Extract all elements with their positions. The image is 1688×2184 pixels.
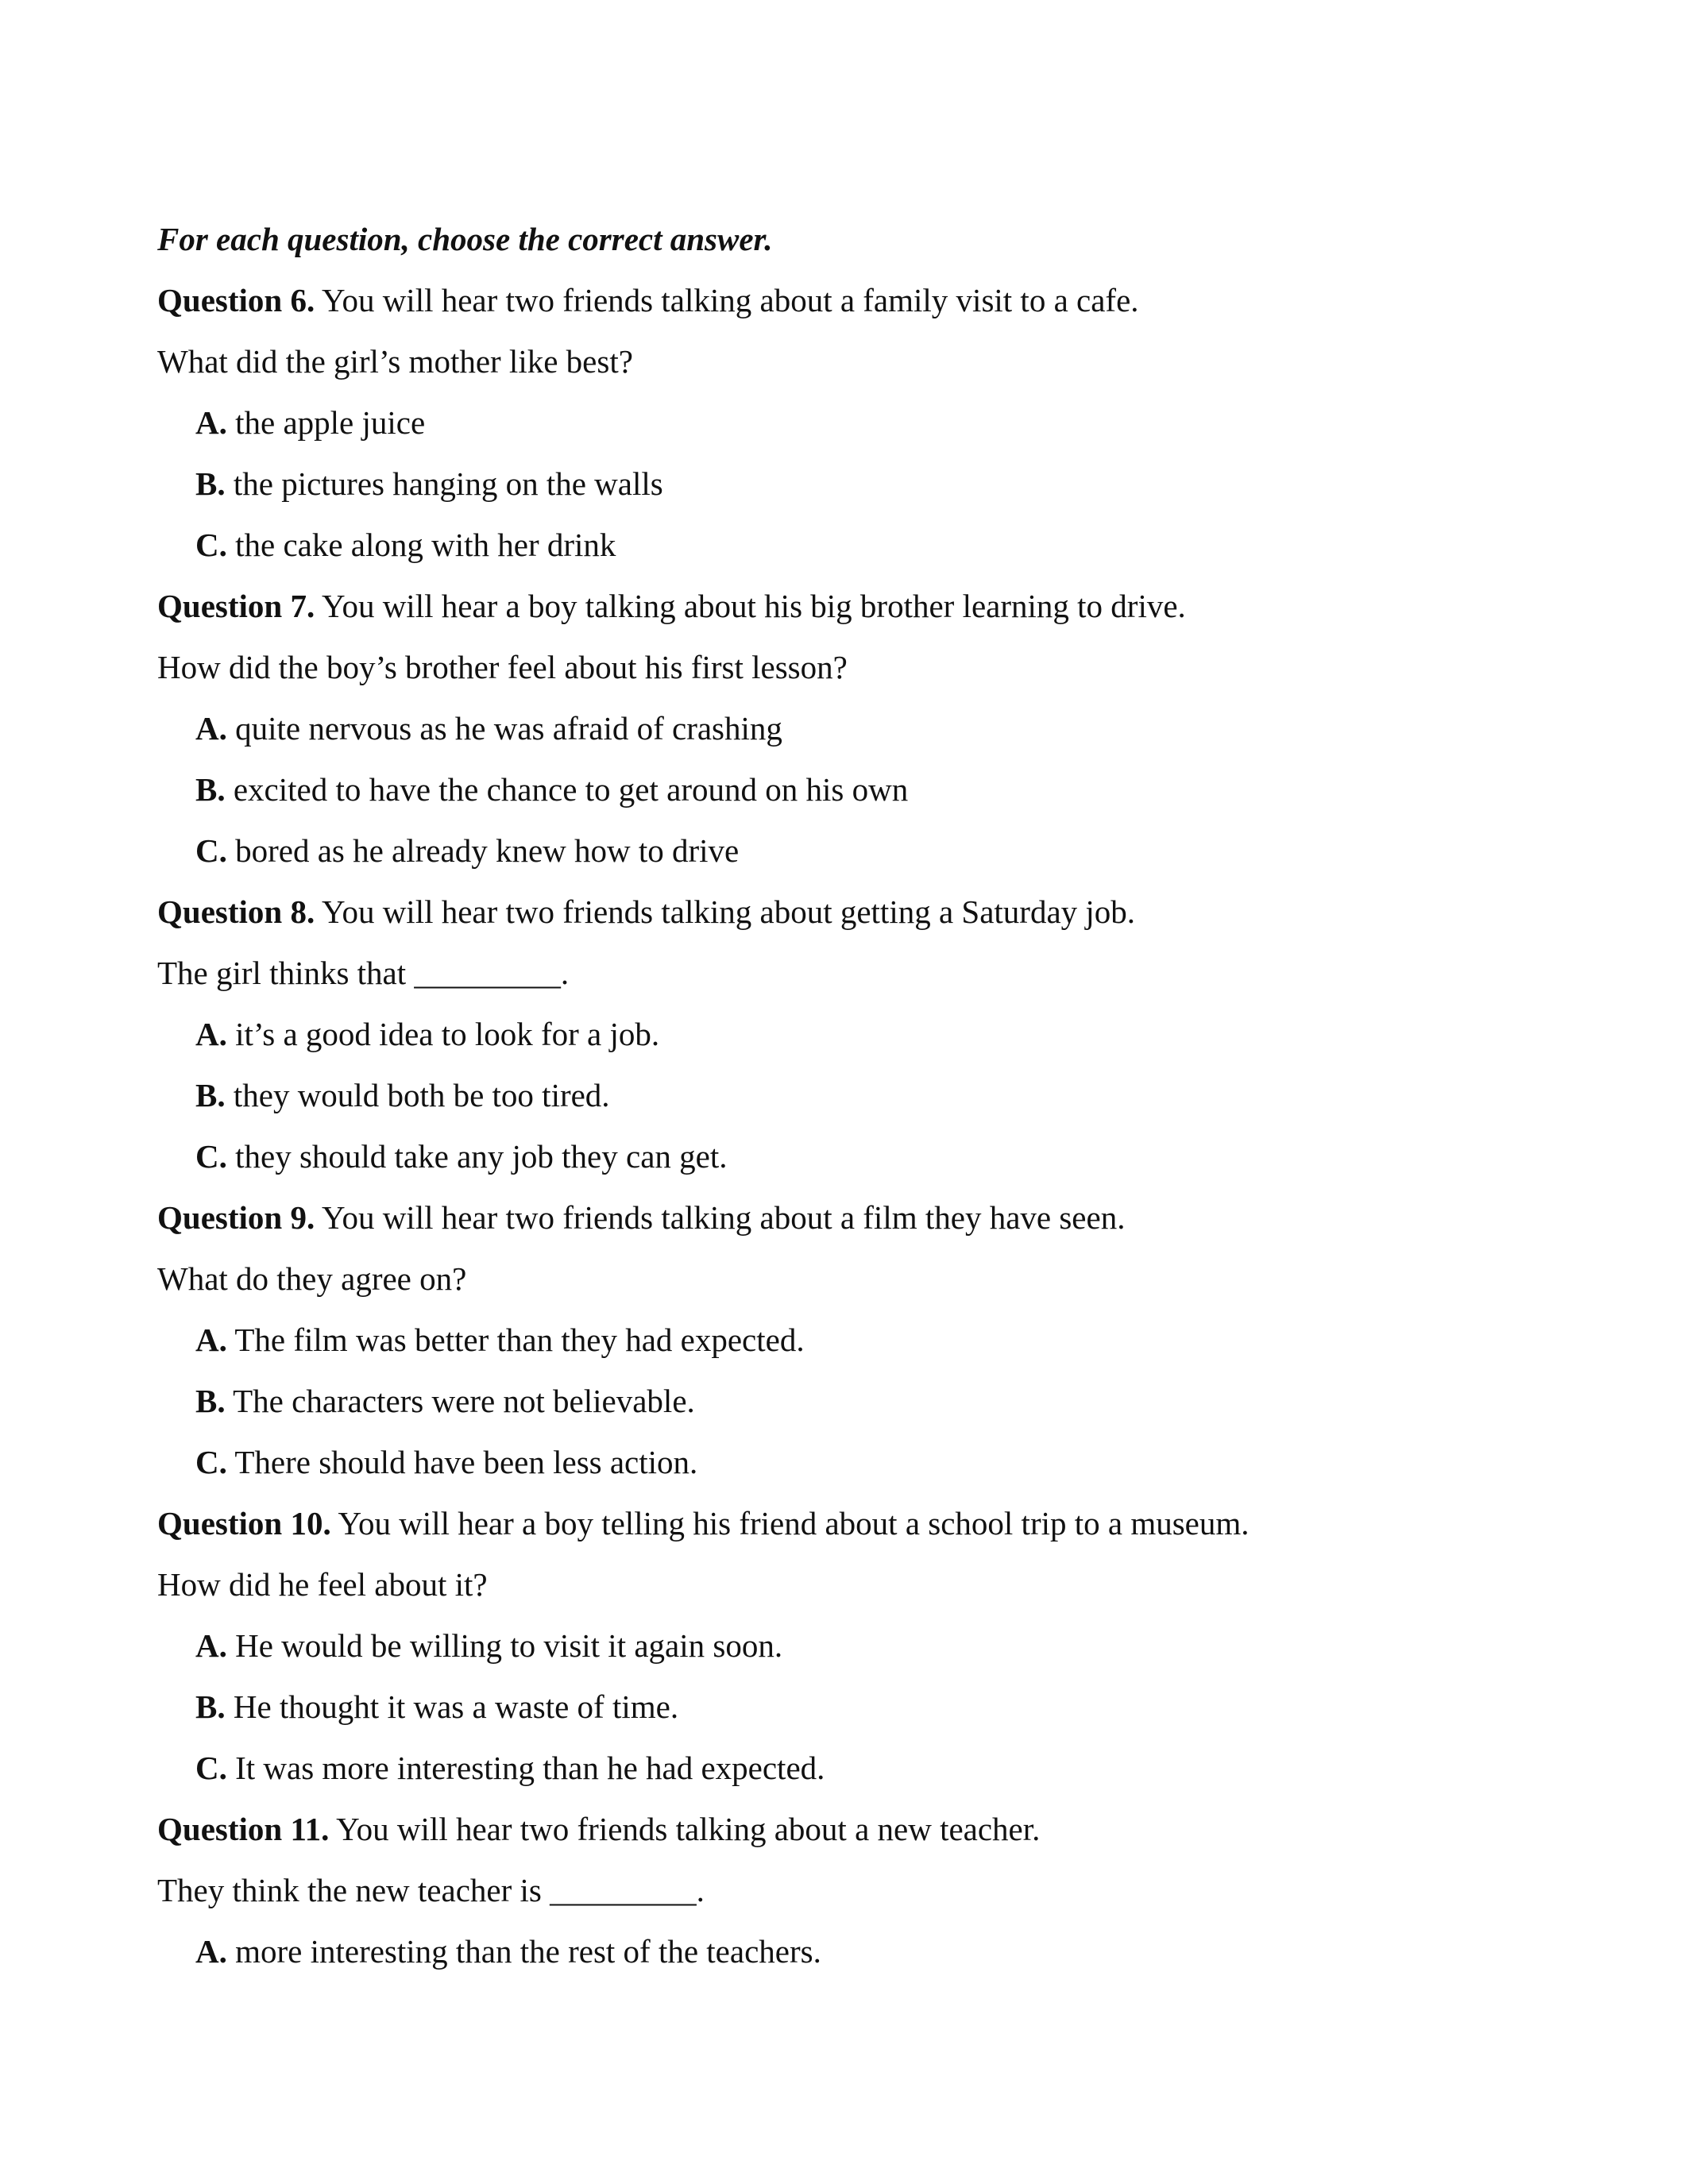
- option-letter: C.: [195, 832, 227, 869]
- question-8-prompt: The girl thinks that _________.: [157, 955, 570, 991]
- question-9-prompt: What do they agree on?: [157, 1260, 467, 1297]
- option-letter: B.: [195, 1688, 226, 1725]
- option-text: the pictures hanging on the walls: [233, 465, 663, 502]
- option-letter: B.: [195, 465, 226, 502]
- option-text: bored as he already knew how to drive: [235, 832, 740, 869]
- option-letter: A.: [195, 1016, 227, 1052]
- instruction-heading: For each question, choose the correct answer.: [157, 221, 773, 257]
- question-6-option-b: [195, 465, 663, 503]
- option-text: excited to have the chance to get around on his own: [233, 771, 909, 808]
- option-text: He would be willing to visit it again soon.: [235, 1627, 783, 1664]
- question-9-text: You will hear two friends talking about a film they have seen.: [321, 1199, 1126, 1236]
- question-11-label: Question 11.: [157, 1811, 330, 1847]
- option-letter: C.: [195, 1444, 227, 1480]
- option-letter: A.: [195, 404, 227, 441]
- question-6-option-a: [195, 403, 425, 442]
- option-letter: A.: [195, 710, 227, 747]
- option-text: He thought it was a waste of time.: [233, 1688, 679, 1725]
- question-8-option-c: [195, 1137, 728, 1175]
- option-letter: B.: [195, 1077, 226, 1113]
- question-9-option-a: [195, 1321, 805, 1359]
- question-11-header: [157, 1810, 1040, 1848]
- question-7-text: You will hear a boy talking about his big brother learning to drive.: [321, 588, 1186, 624]
- option-text: There should have been less action.: [234, 1444, 698, 1480]
- question-9-header: [157, 1198, 1125, 1237]
- question-8-option-a: [195, 1015, 659, 1053]
- question-6-label: Question 6.: [157, 282, 315, 318]
- question-8-header: [157, 893, 1135, 931]
- question-6-prompt: What did the girl’s mother like best?: [157, 343, 633, 380]
- option-letter: C.: [195, 1138, 227, 1175]
- option-text: the cake along with her drink: [235, 527, 616, 563]
- question-10-prompt: How did he feel about it?: [157, 1566, 488, 1603]
- question-11-text: You will hear two friends talking about a new teacher.: [336, 1811, 1041, 1847]
- question-7-option-a: [195, 709, 782, 747]
- question-7-option-c: [195, 832, 739, 870]
- question-8-option-b: [195, 1076, 610, 1114]
- question-10-option-c: [195, 1749, 825, 1787]
- question-6-text: You will hear two friends talking about a family visit to a cafe.: [321, 282, 1139, 318]
- question-10-header: [157, 1504, 1250, 1542]
- question-7-prompt: How did the boy’s brother feel about his first lesson?: [157, 649, 848, 685]
- option-text: quite nervous as he was afraid of crashing: [235, 710, 782, 747]
- question-9-option-c: [195, 1443, 697, 1481]
- option-letter: A.: [195, 1322, 227, 1358]
- question-7-option-b: [195, 770, 908, 808]
- option-text: they should take any job they can get.: [235, 1138, 728, 1175]
- question-9-label: Question 9.: [157, 1199, 315, 1236]
- option-text: the apple juice: [235, 404, 426, 441]
- question-11-prompt: They think the new teacher is _________.: [157, 1872, 705, 1908]
- option-text: more interesting than the rest of the teachers.: [235, 1933, 821, 1970]
- option-text: The film was better than they had expected.: [234, 1322, 805, 1358]
- question-10-option-b: [195, 1688, 678, 1726]
- question-10-text: You will hear a boy telling his friend about a school trip to a museum.: [338, 1505, 1250, 1542]
- option-letter: B.: [195, 1383, 226, 1419]
- option-text: It was more interesting than he had expected.: [235, 1750, 825, 1786]
- question-10-label: Question 10.: [157, 1505, 331, 1542]
- question-7-header: [157, 587, 1186, 625]
- question-6-option-c: [195, 526, 616, 564]
- question-7-label: Question 7.: [157, 588, 315, 624]
- question-6-header: [157, 281, 1139, 319]
- option-letter: A.: [195, 1627, 227, 1664]
- option-letter: B.: [195, 771, 226, 808]
- option-text: The characters were not believable.: [233, 1383, 695, 1419]
- question-8-text: You will hear two friends talking about getting a Saturday job.: [321, 893, 1136, 930]
- option-letter: C.: [195, 527, 227, 563]
- option-letter: A.: [195, 1933, 227, 1970]
- option-text: they would both be too tired.: [233, 1077, 610, 1113]
- option-letter: C.: [195, 1750, 227, 1786]
- question-8-label: Question 8.: [157, 893, 315, 930]
- option-text: it’s a good idea to look for a job.: [235, 1016, 660, 1052]
- question-10-option-a: [195, 1626, 782, 1665]
- question-11-option-a: [195, 1932, 821, 1970]
- question-9-option-b: [195, 1382, 695, 1420]
